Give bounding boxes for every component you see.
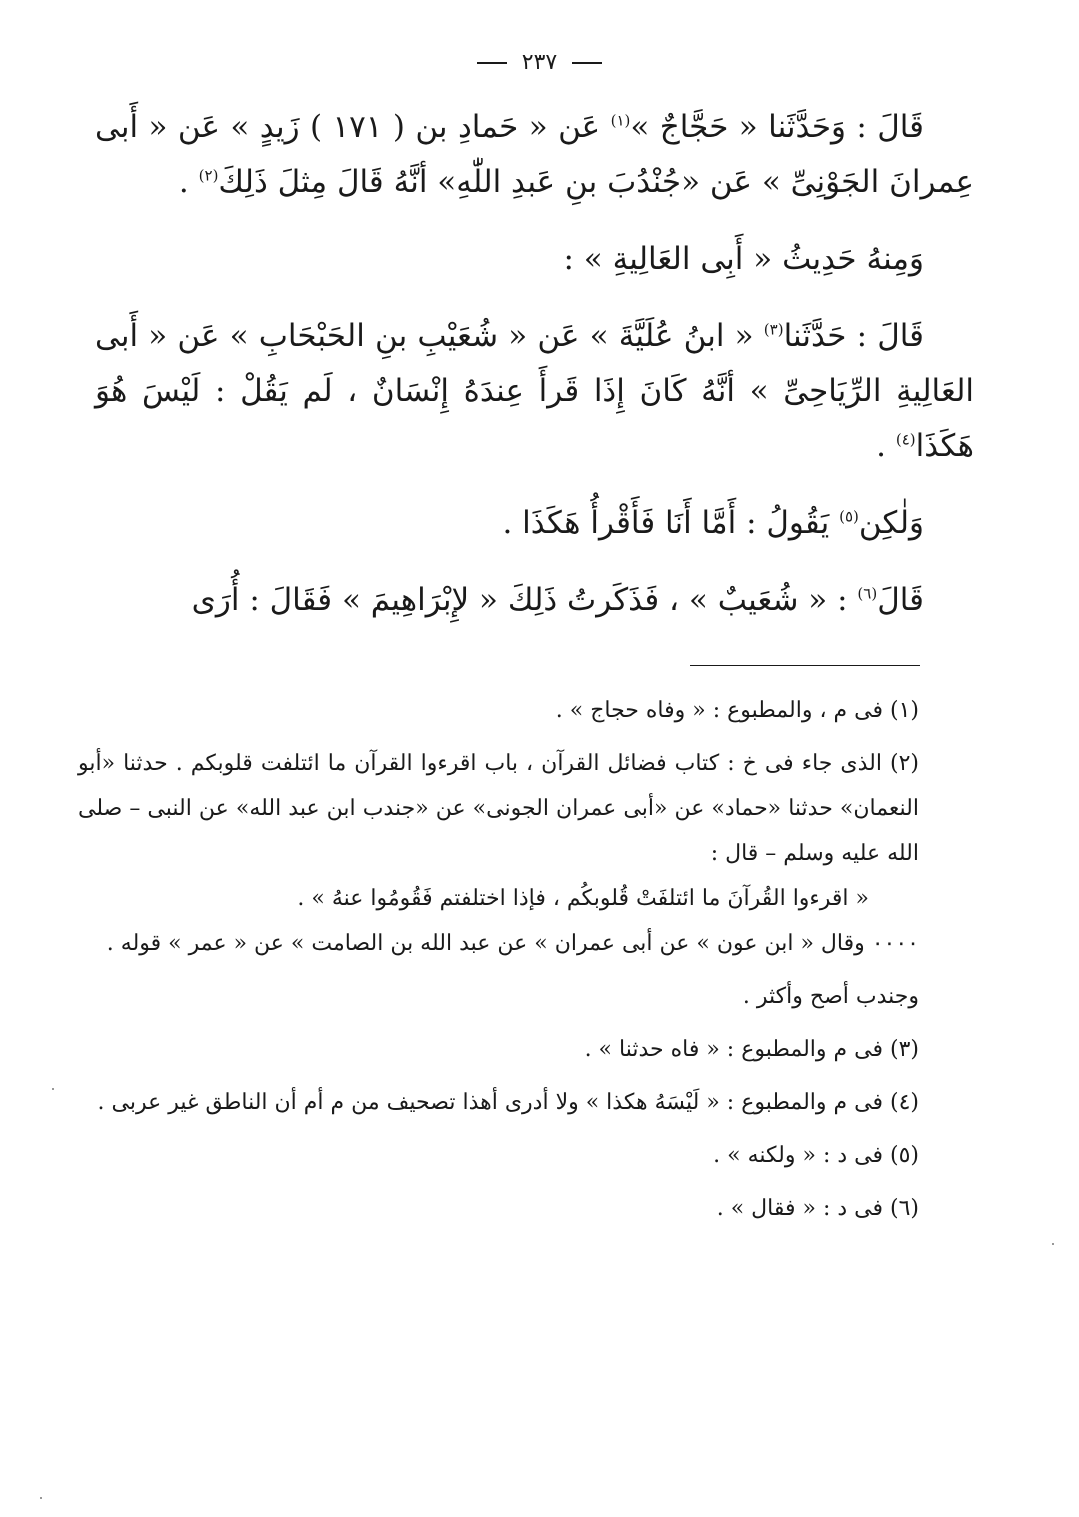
footnote-2-continuation: ٠٠٠٠ وقال « ابن عون » عن أبى عمران » عن عبد الله بن الصامت » عن « عمر » قوله . <box>106 931 919 956</box>
text-span: قَالَ <box>877 582 924 618</box>
header-dash-left <box>477 62 507 64</box>
main-paragraph-2: وَمِنهُ حَدِيثُ « أَبِى العَالِيةِ » : <box>563 241 924 277</box>
footnote-divider <box>690 665 920 666</box>
footnote-2-end: وجندب أصح وأكثر . <box>742 984 919 1009</box>
spacer <box>78 1019 919 1027</box>
footnote-ref: (٦) <box>857 584 878 603</box>
footnote-ref: (٣) <box>763 320 784 339</box>
header-dash-right <box>572 62 602 64</box>
footnote-ref: (٤) <box>895 430 916 449</box>
text-span: . <box>876 428 896 464</box>
main-paragraph-1 <box>95 100 974 210</box>
page-number: ٢٣٧ <box>521 50 558 75</box>
text-span: يَقُولُ : أَمَّا أَنَا فَأَقْرأُ هَكَذَا . <box>502 505 840 541</box>
footnote-5: (٥) فى د : « ولكنه » . <box>713 1143 919 1168</box>
footnote-3: (٣) فى م والمطبوع : « فاه حدثنا » . <box>584 1037 919 1062</box>
footnote-ref: (٥) <box>839 507 859 526</box>
scan-speck <box>1052 1243 1054 1245</box>
spacer <box>95 287 974 309</box>
main-text <box>95 100 974 628</box>
scan-speck <box>40 1497 42 1499</box>
scan-speck <box>52 1088 54 1090</box>
footnote-2-quote: « اقرءوا القُرآنَ ما ائتلفَتْ قُلوبكُم ، فإذا اختلفتم فَقُومُوا عنهُ » . <box>297 886 869 911</box>
text-span: عَن « حَمادِ بن ( ١٧١ ) زَيدٍ » عَن « أَبى عِمرانَ الجَوْنِىِّ » عَن «جُنْدُبَ بنِ عَبدِ اللّٰهِ» أنَّهُ قَالَ مِثلَ ذَلِكَ <box>95 109 974 200</box>
footnote-ref: (٢) <box>198 166 219 185</box>
spacer <box>95 551 974 573</box>
text-span: . <box>178 164 199 200</box>
page-header <box>0 50 1079 75</box>
spacer <box>78 733 919 741</box>
spacer <box>95 210 974 232</box>
spacer <box>78 966 919 974</box>
footnote-6: (٦) فى د : « فقال » . <box>716 1196 919 1221</box>
text-span: : « شُعَيبٌ » ، فَذَكَرتُ ذَلِكَ « لإِبْرَاهِيمَ » فَقَالَ : أُرَى <box>191 582 858 618</box>
main-paragraph-3 <box>95 309 974 474</box>
spacer <box>78 1178 919 1186</box>
text-span: « ابنُ عُلَيَّةَ » عَن « شُعَيْبِ بنِ الحَبْحَابِ » عَن « أَبى العَالِيةِ الرِّيَاحِىِّ » أنَّهُ كَانَ إِذَا قَرأَ عِندَهُ إِنْسَانٌ ، لَم يَقُلْ : لَيْسَ هُوَ هَكَذَا <box>95 318 974 464</box>
spacer <box>78 1072 919 1080</box>
footnote-2: (٢) الذى جاء فى خ : كتاب فضائل القرآن ، باب اقرءوا القرآن ما ائتلفت قلوبكم . حدثنا «أبو النعمان» حدثنا «حماد» عن «أبى عمران الجونى» عن «جندب ابن عبد الله» عن النبى – صلى الله عليه وسلم – قال : <box>78 751 919 866</box>
footnote-ref: (١) <box>610 111 631 130</box>
text-span: وَلٰكِن <box>858 505 924 541</box>
footnote-1: (١) فى م ، والمطبوع : « وفاه حجاج » . <box>555 698 919 723</box>
spacer <box>95 474 974 496</box>
main-paragraph-5 <box>95 573 974 628</box>
footnote-4: (٤) فى م والمطبوع : « لَيْسَهُ هكذا » ولا أدرى أهذا تصحيف من م أم أن الناطق غير عربى . <box>97 1090 919 1115</box>
text-span: قَالَ : وَحَدَّثَنا « حَجَّاجٌ » <box>630 109 924 145</box>
text-span: قَالَ : حَدَّثَنا <box>783 318 924 354</box>
spacer <box>78 1125 919 1133</box>
footnotes <box>78 688 919 1231</box>
main-paragraph-4 <box>95 496 974 551</box>
